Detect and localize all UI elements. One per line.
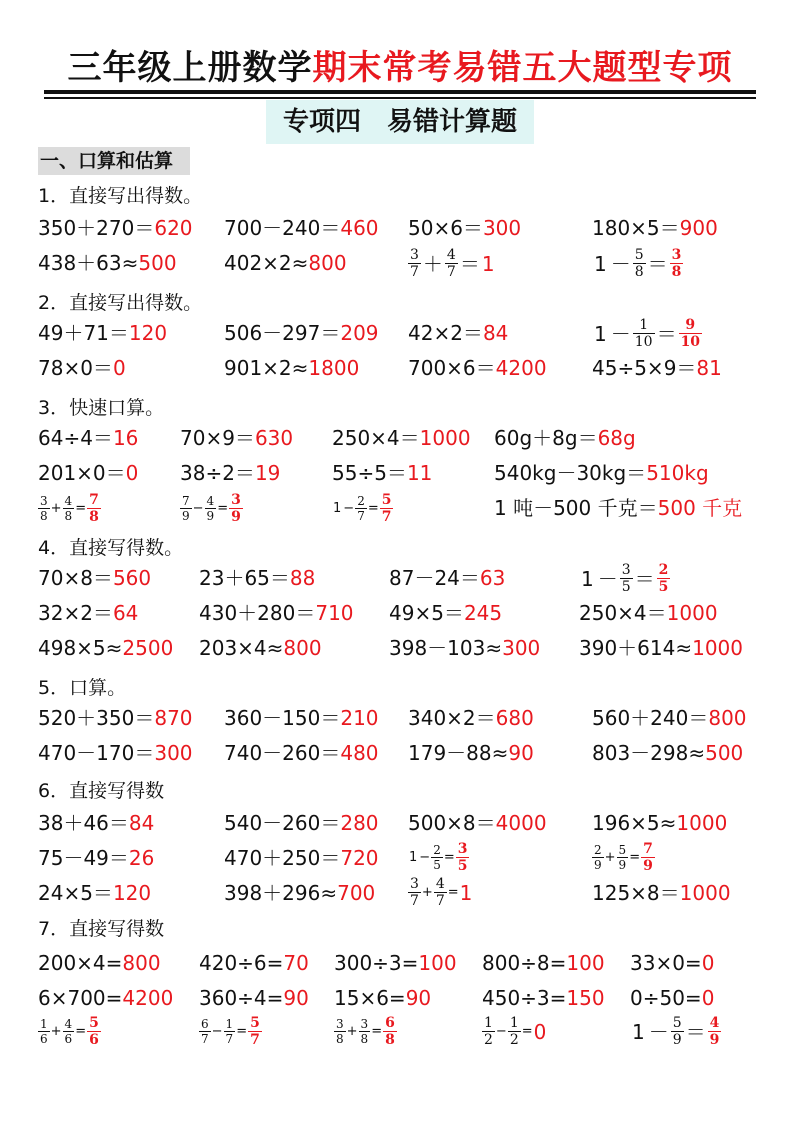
answer: 720 — [340, 846, 379, 870]
answer: 210 — [340, 706, 379, 730]
answer: 4200 — [495, 356, 547, 380]
problem: 800÷8=100 — [482, 951, 605, 975]
answer: 300 — [502, 636, 541, 660]
answer: 800 — [283, 636, 322, 660]
problem: 49＋71＝120 — [38, 321, 168, 345]
fraction-problem: 1 − $\frac{2}{7}$ = $\frac{5}{7}$ — [333, 492, 392, 525]
answer: 620 — [154, 216, 193, 240]
problem: 179－88≈90 — [408, 741, 534, 765]
fraction: $\frac{2}{7}$ — [357, 494, 365, 523]
fraction: $\frac{2}{9}$ — [594, 843, 602, 872]
fraction-problem: $\frac{3}{7}$ ＋ $\frac{4}{7}$ ＝ 1 — [410, 247, 495, 280]
problem: 350＋270＝620 — [38, 216, 193, 240]
problem: 50×6＝300 — [408, 216, 522, 240]
title-black: 三年级上册数学 — [67, 48, 313, 88]
problem: 430＋280＝710 — [199, 601, 354, 625]
problem: 38＋46＝84 — [38, 811, 155, 835]
problem: 75－49＝26 — [38, 846, 155, 870]
page-title — [0, 40, 800, 89]
fraction: $\frac{3}{8}$ — [40, 494, 48, 523]
problem: 87－24＝63 — [389, 566, 506, 590]
fraction: $\frac{5}{9}$ — [618, 843, 627, 872]
fraction: $\frac{1}{2}$ — [509, 1015, 519, 1048]
title-rule-thick — [44, 90, 756, 94]
answer: 245 — [463, 601, 503, 625]
problem: 38÷2＝19 — [180, 461, 281, 485]
problem: 901×2≈1800 — [224, 356, 360, 380]
problem: 700－240＝460 — [224, 216, 379, 240]
problem: 420÷6=70 — [199, 951, 309, 975]
fraction-problem: 1 − $\frac{2}{5}$ = $\frac{3}{5}$ — [409, 841, 468, 874]
question-heading: 3．快速口算。 — [38, 397, 165, 419]
fraction: $\frac{3}{5}$ — [621, 562, 631, 595]
answer: 81 — [696, 356, 722, 380]
question-heading: 4．直接写得数。 — [38, 537, 184, 559]
answer: 4000 — [495, 811, 547, 835]
answer: 0 — [112, 356, 126, 380]
problem: 450÷3=150 — [482, 986, 605, 1010]
fraction: $\frac{5}{9}$ — [672, 1015, 682, 1048]
answer-fraction: $\frac{3}{8}$ — [671, 247, 682, 280]
answer: 700 — [337, 881, 376, 905]
answer: 100 — [418, 951, 457, 975]
answer: 800 — [708, 706, 747, 730]
fraction: $\frac{1}{10}$ — [634, 317, 653, 350]
problem: 402×2≈800 — [224, 251, 347, 275]
problem: 398－103≈300 — [389, 636, 541, 660]
fraction: $\frac{4}{7}$ — [446, 247, 456, 280]
problem: 201×0＝0 — [38, 461, 139, 485]
answer: 800 — [308, 251, 347, 275]
problem: 250×4＝1000 — [579, 601, 718, 625]
problem: 438＋63≈500 — [38, 251, 177, 275]
fraction: $\frac{1}{7}$ — [225, 1017, 234, 1046]
answer: 2500 — [122, 636, 174, 660]
answer: 500 — [138, 251, 177, 275]
fraction-problem: $\frac{3}{8}$ + $\frac{3}{8}$ = $\frac{6}{8}$ — [336, 1015, 395, 1048]
fraction: $\frac{2}{5}$ — [433, 843, 441, 872]
fraction-problem: 1 － $\frac{3}{5}$ ＝ $\frac{2}{5}$ — [581, 562, 669, 595]
problem: 203×4≈800 — [199, 636, 322, 660]
fraction-problem: 1 － $\frac{1}{10}$ ＝ $\frac{9}{10}$ — [594, 317, 701, 350]
problem: 560＋240＝800 — [592, 706, 747, 730]
answer: 16 — [112, 426, 139, 450]
answer-fraction: $\frac{7}{9}$ — [643, 841, 653, 874]
answer: 710 — [315, 601, 354, 625]
question-heading: 2．直接写出得数。 — [38, 292, 203, 314]
answer: 68g — [597, 426, 636, 450]
answer: 900 — [679, 216, 718, 240]
problem: 803－298≈500 — [592, 741, 744, 765]
fraction-problem: $\frac{3}{7}$ + $\frac{4}{7}$ =1 — [410, 876, 473, 909]
fraction-problem: $\frac{2}{9}$ + $\frac{5}{9}$ = $\frac{7}{9}$ — [594, 841, 653, 874]
answer: 630 — [254, 426, 294, 450]
problem: 540kg－30kg＝510kg — [494, 461, 709, 485]
answer: 209 — [340, 321, 379, 345]
fraction: $\frac{6}{7}$ — [201, 1017, 209, 1046]
answer: 0 — [701, 986, 715, 1010]
answer: 120 — [128, 321, 168, 345]
fraction-problem: $\frac{3}{8}$ + $\frac{4}{8}$ = $\frac{7}{8}$ — [40, 492, 99, 525]
problem: 6×700=4200 — [38, 986, 174, 1010]
fraction: $\frac{1}{2}$ — [484, 1015, 493, 1048]
answer: 1000 — [676, 811, 728, 835]
problem: 506－297＝209 — [224, 321, 379, 345]
answer: 1 — [481, 251, 495, 276]
answer: 1000 — [666, 601, 718, 625]
answer: 800 — [122, 951, 161, 975]
problem: 390＋614≈1000 — [579, 636, 744, 660]
answer: 0 — [701, 951, 715, 975]
answer: 0 — [533, 1019, 547, 1044]
answer: 680 — [495, 706, 534, 730]
problem: 360－150＝210 — [224, 706, 379, 730]
question-heading: 1．直接写出得数。 — [38, 185, 203, 207]
answer: 460 — [340, 216, 379, 240]
problem: 70×9＝630 — [180, 426, 294, 450]
answer-fraction: $\frac{5}{7}$ — [381, 492, 392, 525]
fraction: $\frac{5}{8}$ — [634, 247, 644, 280]
question-heading: 6．直接写得数 — [38, 780, 165, 802]
problem: 300÷3=100 — [334, 951, 457, 975]
problem: 15×6=90 — [334, 986, 432, 1010]
answer-fraction: $\frac{6}{8}$ — [385, 1015, 395, 1048]
answer: 11 — [406, 461, 433, 485]
answer: 63 — [479, 566, 506, 590]
answer: 1 — [459, 880, 473, 905]
answer: 1800 — [308, 356, 360, 380]
problem: 78×0＝0 — [38, 356, 126, 380]
fraction-problem: $\frac{6}{7}$ − $\frac{1}{7}$ = $\frac{5}{7}$ — [201, 1015, 260, 1048]
problem: 64÷4＝16 — [38, 426, 139, 450]
answer: 64 — [112, 601, 139, 625]
answer: 84 — [128, 811, 155, 835]
problem: 540－260＝280 — [224, 811, 379, 835]
answer: 0 — [125, 461, 139, 485]
fraction-problem: $\frac{1}{6}$ + $\frac{4}{6}$ = $\frac{5}{6}$ — [40, 1015, 99, 1048]
problem: 125×8＝1000 — [592, 881, 731, 905]
answer-fraction: $\frac{3}{9}$ — [231, 492, 241, 525]
problem: 23＋65＝88 — [199, 566, 316, 590]
answer-fraction: $\frac{3}{5}$ — [457, 841, 468, 874]
problem: 498×5≈2500 — [38, 636, 174, 660]
fraction: $\frac{4}{7}$ — [435, 876, 445, 909]
problem: 24×5＝120 — [38, 881, 152, 905]
answer: 150 — [566, 986, 605, 1010]
problem: 42×2＝84 — [408, 321, 509, 345]
answer: 1000 — [692, 636, 744, 660]
answer-fraction: $\frac{2}{5}$ — [658, 562, 669, 595]
answer: 90 — [405, 986, 432, 1010]
problem: 33×0=0 — [630, 951, 715, 975]
problem: 70×8＝560 — [38, 566, 152, 590]
section-heading: 一、口算和估算 — [38, 147, 190, 175]
problem: 196×5≈1000 — [592, 811, 728, 835]
answer-fraction: $\frac{4}{9}$ — [709, 1015, 720, 1048]
answer: 4200 — [122, 986, 174, 1010]
question-heading: 7．直接写得数 — [38, 918, 165, 940]
answer: 300 — [482, 216, 522, 240]
fraction: $\frac{4}{6}$ — [64, 1017, 73, 1046]
title-red: 期末常考易错五大题型专项 — [312, 48, 733, 88]
fraction: $\frac{3}{7}$ — [410, 876, 419, 909]
problem: 200×4=800 — [38, 951, 161, 975]
fraction-problem: 1 － $\frac{5}{9}$ ＝ $\frac{4}{9}$ — [632, 1015, 720, 1048]
title-rule-thin — [44, 97, 756, 99]
problem: 740－260＝480 — [224, 741, 379, 765]
problem: 55÷5＝11 — [332, 461, 433, 485]
fraction: $\frac{4}{9}$ — [206, 494, 215, 523]
problem: 700×6＝4200 — [408, 356, 547, 380]
fraction: $\frac{4}{8}$ — [64, 494, 73, 523]
subtitle: 专项四 易错计算题 — [266, 100, 534, 144]
answer: 280 — [340, 811, 379, 835]
fraction: $\frac{1}{6}$ — [40, 1017, 48, 1046]
fraction: $\frac{3}{7}$ — [410, 247, 419, 280]
fraction: $\frac{7}{9}$ — [182, 494, 190, 523]
problem: 470＋250＝720 — [224, 846, 379, 870]
answer: 90 — [283, 986, 309, 1010]
problem: 470－170＝300 — [38, 741, 193, 765]
answer: 1000 — [679, 881, 731, 905]
answer: 90 — [508, 741, 534, 765]
question-heading: 5．口算。 — [38, 677, 127, 699]
answer-fraction: $\frac{5}{7}$ — [250, 1015, 260, 1048]
answer: 120 — [112, 881, 152, 905]
answer: 70 — [283, 951, 309, 975]
problem: 45÷5×9＝81 — [592, 356, 722, 380]
fraction-problem: $\frac{7}{9}$ − $\frac{4}{9}$ = $\frac{3}{9}$ — [182, 492, 241, 525]
problem: 60g＋8g＝68g — [494, 426, 636, 450]
problem: 32×2＝64 — [38, 601, 139, 625]
fraction-problem: 1 － $\frac{5}{8}$ ＝ $\frac{3}{8}$ — [594, 247, 682, 280]
problem: 1 吨－500 千克＝500 千克 — [494, 496, 743, 520]
problem: 500×8＝4000 — [408, 811, 547, 835]
answer: 560 — [112, 566, 152, 590]
fraction: $\frac{3}{8}$ — [360, 1017, 369, 1046]
problem: 360÷4=90 — [199, 986, 309, 1010]
problem: 250×4＝1000 — [332, 426, 471, 450]
answer-fraction: $\frac{5}{6}$ — [89, 1015, 99, 1048]
problem: 520＋350＝870 — [38, 706, 193, 730]
answer: 500 千克 — [657, 496, 743, 520]
answer: 480 — [340, 741, 379, 765]
answer: 500 — [705, 741, 744, 765]
answer: 26 — [128, 846, 155, 870]
answer: 870 — [154, 706, 193, 730]
answer-fraction: $\frac{7}{8}$ — [89, 492, 99, 525]
problem: 398＋296≈700 — [224, 881, 376, 905]
answer: 510kg — [646, 461, 709, 485]
fraction: $\frac{3}{8}$ — [336, 1017, 344, 1046]
problem: 49×5＝245 — [389, 601, 503, 625]
answer: 100 — [566, 951, 605, 975]
answer: 19 — [254, 461, 281, 485]
problem: 180×5＝900 — [592, 216, 718, 240]
answer-fraction: $\frac{9}{10}$ — [680, 317, 701, 350]
problem: 340×2＝680 — [408, 706, 534, 730]
fraction-problem: $\frac{1}{2}$ − $\frac{1}{2}$ =0 — [484, 1015, 547, 1048]
answer: 1000 — [419, 426, 471, 450]
answer: 88 — [289, 566, 316, 590]
problem: 0÷50=0 — [630, 986, 715, 1010]
answer: 84 — [482, 321, 509, 345]
answer: 300 — [154, 741, 193, 765]
